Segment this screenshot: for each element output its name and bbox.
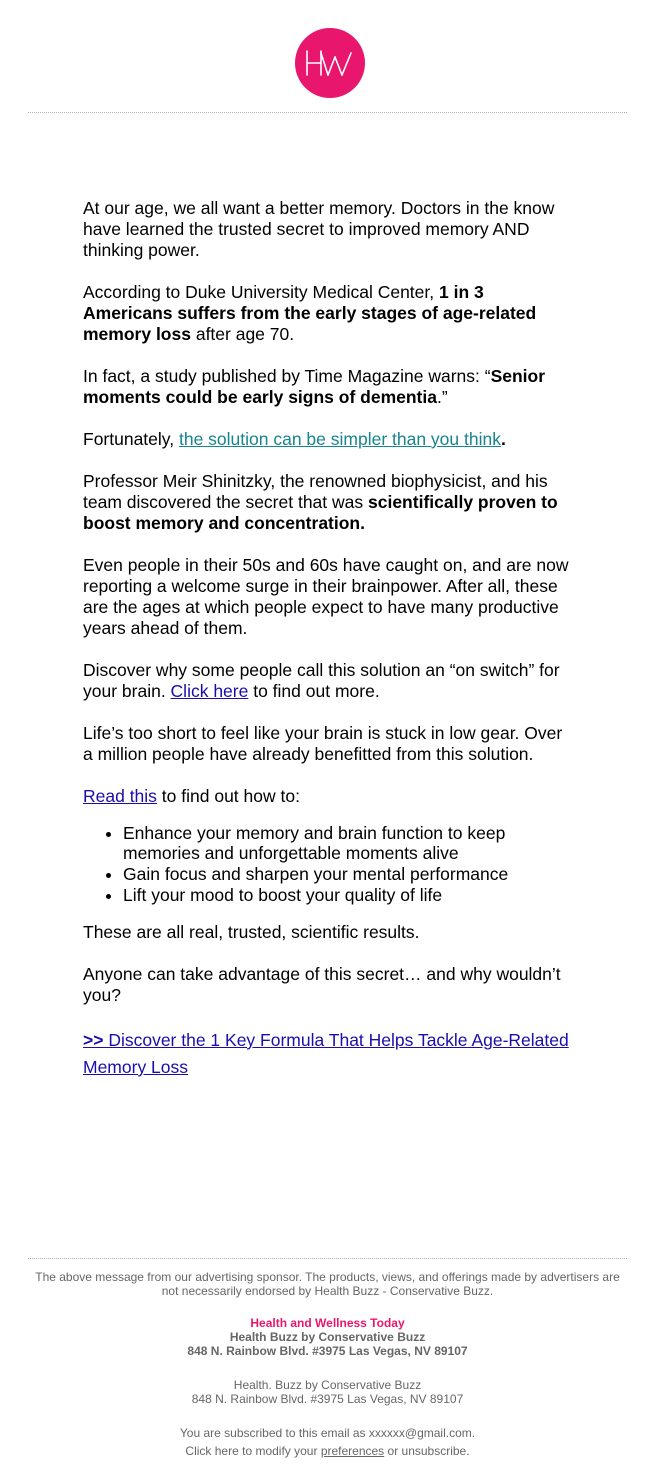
company-address-secondary: 848 N. Rainbow Blvd. #3975 Las Vegas, NV 89107 [191, 1392, 464, 1406]
paragraph-intro: At our age, we all want a better memory. Doctors in the know have learned the trusted secret to improved memory AND thinking power. [83, 198, 555, 260]
footer-divider [28, 1258, 627, 1259]
sponsor-disclaimer: The above message from our advertising sponsor. The products, views, and offerings made by advertisers are not necessarily endorsed by Health Buzz - Conservative Buzz. [35, 1270, 620, 1298]
hw-logo-icon [304, 48, 356, 78]
click-here-link[interactable]: Click here [170, 681, 249, 701]
paragraph-results: These are all real, trusted, scientific results. [83, 922, 420, 942]
brand-name: Health and Wellness Today [250, 1316, 405, 1330]
paragraph-professor: Professor Meir Shinitzky, the renowned biophysicist, and his team discovered the secret that was scientifically proven to boost memory and concentration. [83, 471, 558, 533]
list-item: • Gain focus and sharpen your mental performance [123, 864, 575, 884]
email-header [0, 0, 648, 113]
cta-paragraph [83, 1027, 575, 1081]
email-footer [28, 1270, 627, 1458]
read-this-link[interactable]: Read this [83, 786, 157, 806]
preferences-line: Click here to modify your preferences or unsubscribe. [185, 1444, 470, 1458]
paragraph-anyone: Anyone can take advantage of this secret… and why wouldn’t you? [83, 964, 561, 1005]
header-divider [28, 112, 627, 113]
company-name: Health Buzz by Conservative Buzz [229, 1330, 426, 1344]
company-address: 848 N. Rainbow Blvd. #3975 Las Vegas, NV 89107 [187, 1344, 468, 1358]
paragraph-time-magazine: In fact, a study published by Time Magazine warns: “Senior moments could be early signs of dementia.” [83, 366, 546, 407]
hw-logo[interactable] [295, 28, 365, 98]
list-item: • Enhance your memory and brain function to keep memories and unforgettable moments alive [123, 823, 575, 863]
subscription-notice: You are subscribed to this email as xxxxxx@gmail.com. [179, 1426, 476, 1440]
preferences-link[interactable]: preferences [320, 1444, 385, 1458]
company-name-secondary: Health. Buzz by Conservative Buzz [233, 1378, 422, 1392]
paragraph-low-gear: Life’s too short to feel like your brain is stuck in low gear. Over a million people have already benefitted from this solution. [83, 723, 563, 764]
paragraph-on-switch: Discover why some people call this solution an “on switch” for your brain. Click here to find out more. [83, 660, 560, 701]
paragraph-read-this: Read this to find out how to: [83, 786, 300, 806]
list-item: • Lift your mood to boost your quality of life [123, 885, 575, 905]
email-body [83, 198, 575, 1102]
discover-formula-link[interactable]: >> Discover the 1 Key Formula That Helps Tackle Age-Related Memory Loss [83, 1030, 569, 1077]
paragraph-50s-60s: Even people in their 50s and 60s have caught on, and are now reporting a welcome surge in their brainpower. After all, these are the ages at which people expect to have many productive years ahead of them. [83, 555, 569, 638]
benefits-list [83, 823, 575, 905]
paragraph-duke: According to Duke University Medical Center, 1 in 3 Americans suffers from the early stages of age-related memory loss after age 70. [83, 282, 537, 344]
solution-link[interactable]: the solution can be simpler than you think [178, 429, 501, 449]
paragraph-fortunately: Fortunately, the solution can be simpler than you think. [83, 429, 506, 449]
